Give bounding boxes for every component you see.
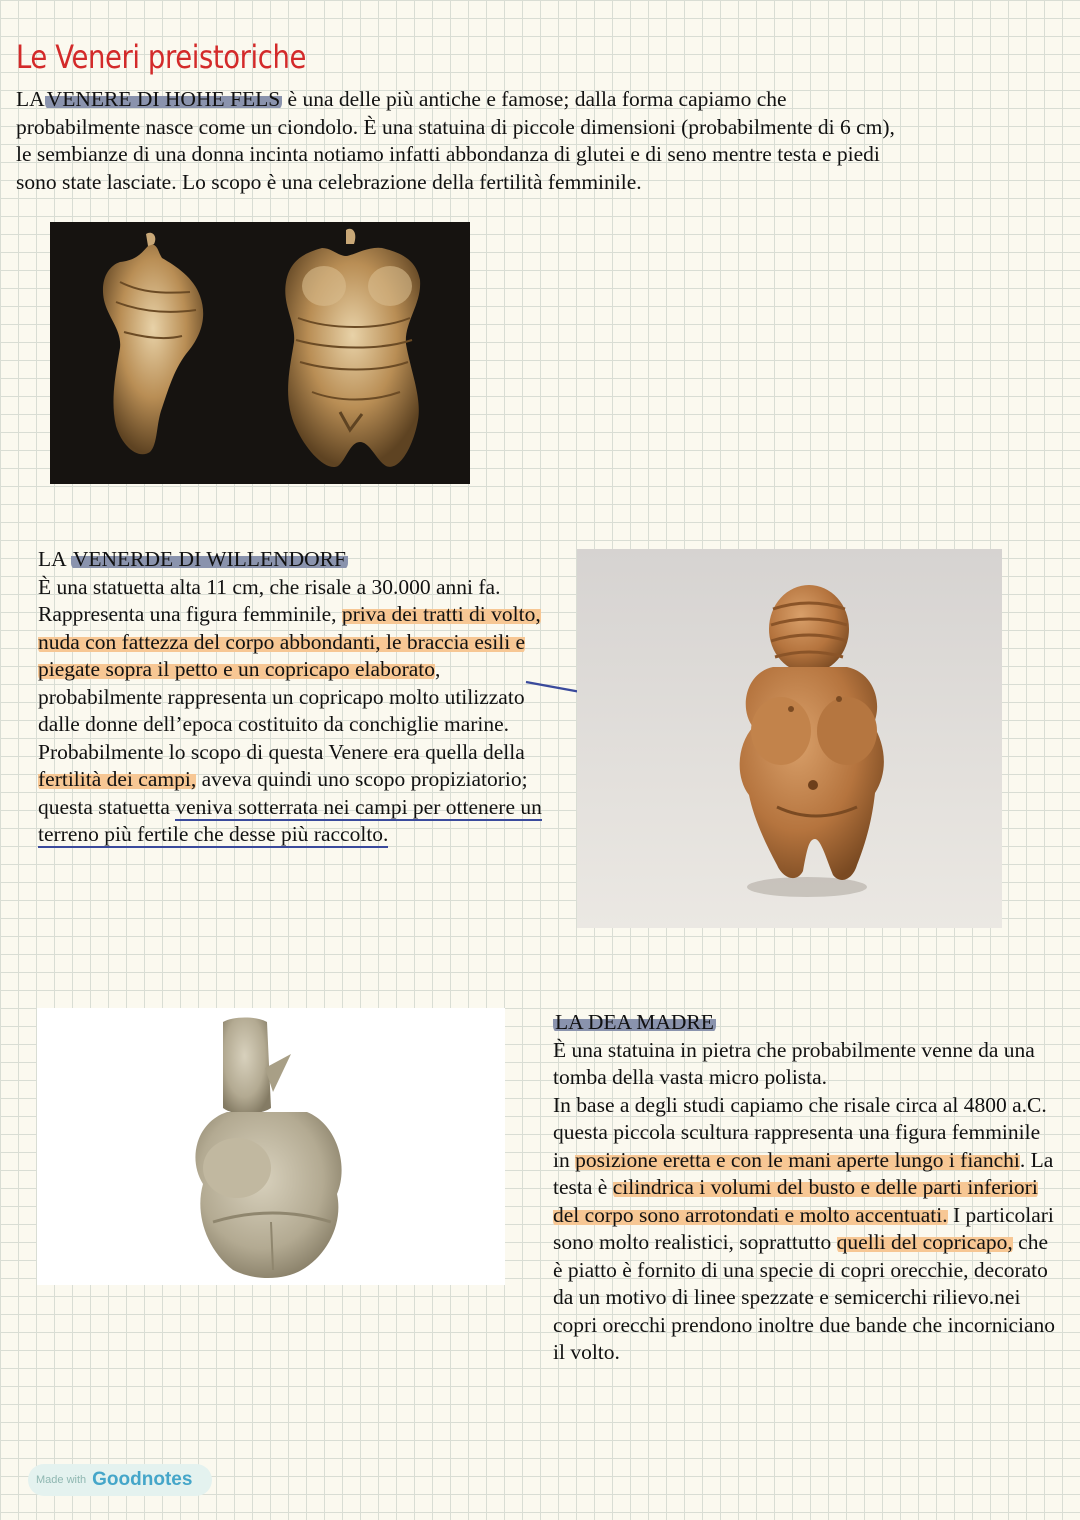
willendorf-text-3b: aveva quindi uno scopo propiziatorio; questa statuetta <box>38 767 528 819</box>
willendorf-photo <box>577 549 1002 928</box>
dea-madre-paragraph <box>553 1009 1059 1367</box>
willendorf-underlined: veniva sotterrata nei campi per ottenere un terreno più fertile che desse più raccolto. <box>38 794 542 846</box>
willendorf-text-2b: , probabilmente rappresenta un copricapo molto utilizzato dalle donne dell’epoca costituito da conchiglie marine. <box>38 657 525 736</box>
dea-madre-highlight-1: posizione eretta e con le mani aperte lungo i fianchi <box>575 1147 1020 1172</box>
willendorf-lead: LA <box>38 547 71 571</box>
willendorf-highlight-1: priva dei tratti di volto, nuda con fattezza del corpo abbondanti, le braccia esili e piegate sopra il petto e un copricapo elaborato <box>38 602 541 681</box>
willendorf-highlight-2: fertilità dei campi, <box>38 767 197 791</box>
dea-madre-text-2: In base a degli studi capiamo che risale circa al 4800 a.C. <box>553 1092 1047 1117</box>
willendorf-text-1: È una statuetta alta 11 cm, che risale a 30.000 anni fa. <box>38 574 501 599</box>
willendorf-text-3a: Probabilmente lo scopo di questa Venere era quella della <box>38 739 525 764</box>
page-title: Le Veneri preistoriche <box>16 38 306 76</box>
badge-prefix: Made with <box>36 1474 87 1486</box>
hohe-fels-lead: LA <box>16 87 45 111</box>
dea-madre-text-3b: . La testa è <box>553 1147 1054 1199</box>
dea-madre-photo <box>37 1008 505 1285</box>
badge-brand: Goodnotes <box>92 1469 193 1490</box>
dea-madre-name: LA DEA MADRE <box>555 1010 714 1034</box>
dea-madre-text-1: È una statuina in pietra che probabilmente venne da una tomba della vasta micro polista. <box>553 1037 1035 1089</box>
hohe-fels-text-2: probabilmente nasce come un ciondolo. È una statuina di piccole dimensioni (probabilmente di 6 cm), <box>16 114 895 139</box>
made-with-goodnotes-badge <box>28 1464 212 1496</box>
dea-madre-text-3d: che è piatto è fornito di una specie di copri orecchie, decorato da un motivo di linee spezzate e semicerchi rilievo.nei copri orecchi prendono inoltre due bande che incorniciano il volto. <box>553 1230 1056 1364</box>
hohe-fels-name: VENERE DI HOHE FELS <box>46 87 281 111</box>
dea-madre-highlight-3: quelli del copricapo, <box>836 1230 1013 1254</box>
dea-madre-text-3c: I particolari sono molto realistici, soprattutto <box>553 1202 1054 1254</box>
hohe-fels-text-3: le sembianze di una donna incinta notiamo infatti abbondanza di glutei e di seno mentre testa e piedi <box>16 142 880 166</box>
hohe-fels-figurines-image <box>50 222 470 484</box>
willendorf-figurine-image <box>577 549 1002 928</box>
willendorf-name: VENERDE DI WILLENDORF <box>72 547 346 571</box>
willendorf-text-2a: Rappresenta una figura femminile, <box>38 602 342 626</box>
hohe-fels-text-1: è una delle più antiche e famose; dalla forma capiamo che <box>282 87 787 111</box>
hohe-fels-photo <box>50 222 470 484</box>
dea-madre-text-3a: questa piccola scultura rappresenta una figura femminile in <box>553 1120 1041 1172</box>
dea-madre-highlight-2: cilindrica i volumi del busto e delle parti inferiori del corpo sono arrotondati e molto accentuati. <box>553 1175 1038 1227</box>
willendorf-paragraph <box>38 546 552 849</box>
dea-madre-figurine-image <box>37 1008 505 1285</box>
hohe-fels-paragraph <box>16 86 1066 196</box>
hohe-fels-text-4: sono state lasciate. Lo scopo è una celebrazione della fertilità femminile. <box>16 169 642 194</box>
